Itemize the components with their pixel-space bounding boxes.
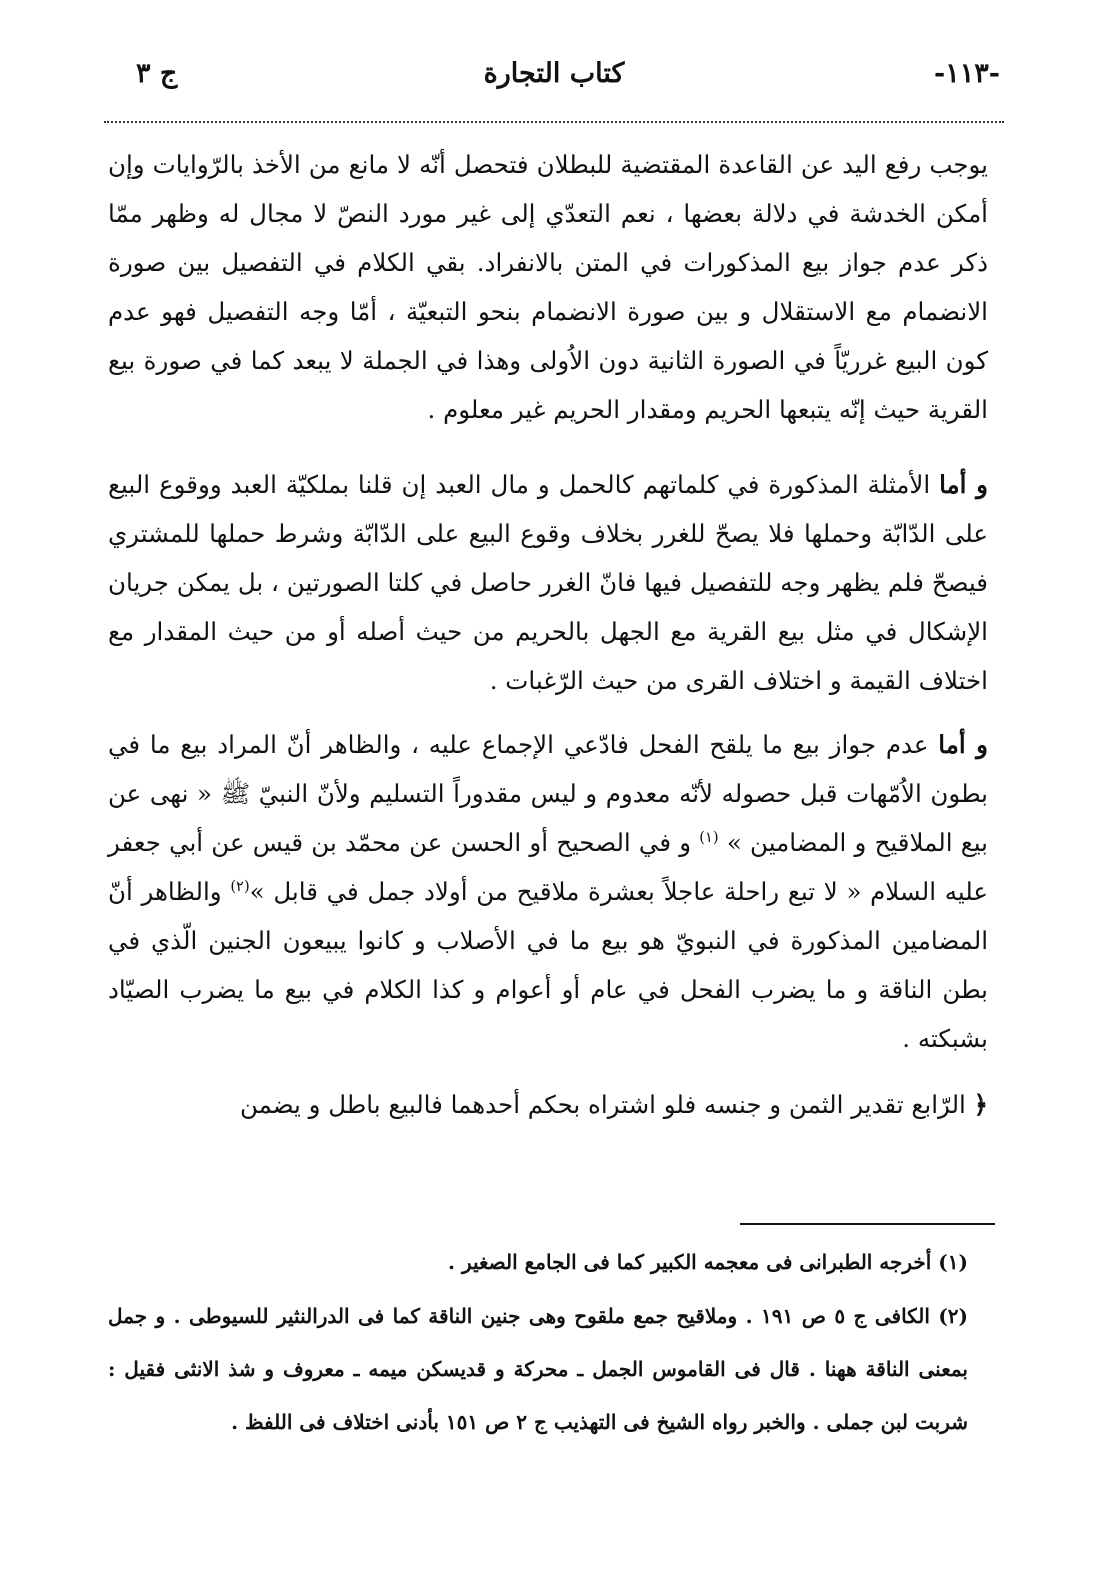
paragraph [108,140,988,460]
paragraph-text: والظاهر أنّ المضامين المذكورة في النبويّ هو بيع ما في الأصلاب و كانوا يبيعون الجنين الّذي في بطن الناقة و ما يضرب الفحل في عام أو أعوام و كذا الكلام في بيع ما يضرب الصيّاد بشبكته . [108,877,988,1053]
main-text [108,140,988,1140]
footnote-ref-1: (١) [699,828,719,846]
paragraph [108,1080,988,1140]
page-header [104,58,1004,108]
header-divider [104,121,1004,123]
footnote-divider [740,1223,995,1225]
paragraph [108,460,988,720]
footnotes [108,1236,988,1449]
paragraph-text: و في الصحيح أو الحسن عن محمّد بن قيس عن أبي جعفر عليه السلام « لا تبع راحلة عاجلاً بعشرة ملاقيح من أولاد جمل في قابل » [108,828,988,906]
paragraph [108,720,988,1080]
footnote-2: (٢) الكافى ج ٥ ص ١٩١ . وملاقيح جمع ملقوح وهى جنين الناقة كما فى الدرالنثير للسيوطى . و جمل بمعنى الناقة ههنا . قال فى القاموس الجمل ـ محركة و قديسكن ميمه ـ معروف و شذ الانثى فقيل : شربت لبن جملى . والخبر رواه الشيخ فى التهذيب ج ٢ ص ١٥١ بأدنى اختلاف فى اللفظ . [108,1304,968,1434]
footnote-1: (١) أخرجه الطبرانى فى معجمه الكبير كما فى الجامع الصغير . [448,1250,968,1274]
book-title: كتاب التجارة [483,58,625,89]
paragraph-lead: و أما [939,470,988,499]
paragraph-text: يوجب رفع اليد عن القاعدة المقتضية للبطلان فتحصل أنّه لا مانع من الأخذ بالرّوايات وإن أمكن الخدشة في دلالة بعضها ، نعم التعدّي إلى غير مورد النصّ لا مجال له وظهر ممّا ذكر عدم جواز بيع المذكورات في المتن بالانفراد. بقي الكلام في التفصيل بين صورة الانضمام مع الاستقلال و بين صورة الانضمام بنحو التبعيّة ، أمّا وجه التفصيل فهو عدم كون البيع غرريّاً في الصورة الثانية دون الاُولى وهذا في الجملة لا يبعد كما في صورة بيع القرية حيث إنّه يتبعها الحريم ومقدار الحريم غير معلوم . [108,150,988,424]
volume-number: ج ٣ [136,58,178,89]
ornament-bracket: ﴿ [973,1090,988,1119]
paragraph-text: عدم جواز بيع ما يلقح الفحل فادّعي الإجماع عليه ، والظاهر أنّ المراد بيع ما في بطون الاُمّهات قبل حصوله لأنّه معدوم و ليس مقدوراً التسليم ولأنّ النبيّ ﷺ « نهى عن بيع الملاقيح و المضامين » [108,730,988,857]
paragraph-text: الأمثلة المذكورة في كلماتهم كالحمل و مال العبد إن قلنا بملكيّة العبد ووقوع البيع على الدّابّة وحملها فلا يصحّ للغرر بخلاف وقوع البيع على الدّابّة وشرط حملها للمشتري فيصحّ فلم يظهر وجه للتفصيل فيها فانّ الغرر حاصل في كلتا الصورتين ، بل يمكن جريان الإشكال في مثل بيع القرية مع الجهل بالحريم من حيث أصله أو من حيث المقدار مع اختلاف القيمة و اختلاف القرى من حيث الرّغبات . [108,470,988,695]
paragraph-text: الرّابع تقدير الثمن و جنسه فلو اشتراه بحكم أحدهما فالبيع باطل و يضمن [239,1090,966,1119]
paragraph-lead: و أما [938,730,988,759]
page-number: -١١٣- [934,58,1000,89]
footnote-ref-2: (٢) [230,877,250,895]
